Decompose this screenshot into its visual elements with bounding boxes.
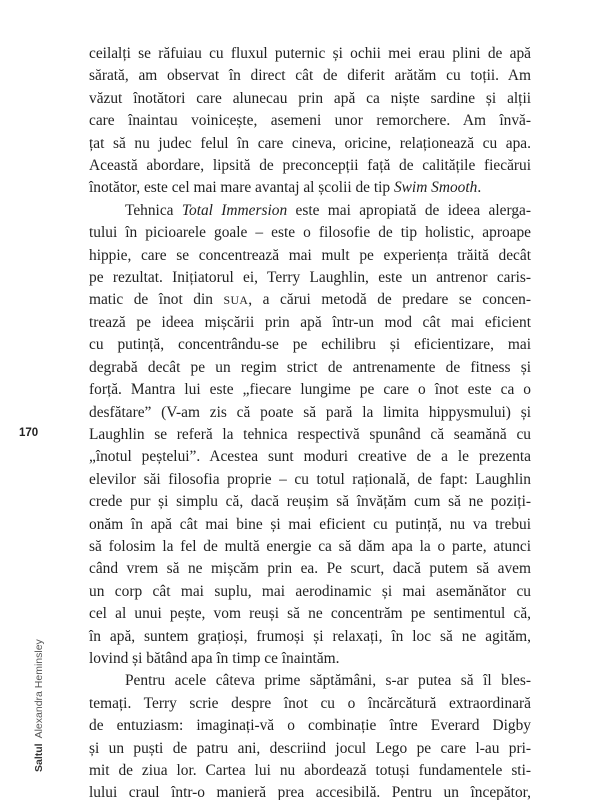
book-title: Saltul bbox=[33, 743, 45, 772]
text-line: care înaintau voinicește, asemeni unor remorchere. Am învă- bbox=[89, 112, 531, 130]
author-name: Alexandra Heminsley bbox=[33, 639, 45, 739]
text-line bbox=[89, 289, 531, 311]
text-line: desfătare” (V-am zis că poate să pară la limita hippysmului) și bbox=[89, 403, 531, 421]
text-line: cel al unui pește, vom reuși să ne concentrăm pe sentimentul că, bbox=[89, 605, 531, 623]
text-line: sărată, am observat în direct cât de diferit arătăm cu toții. Am bbox=[89, 67, 531, 85]
text-line: Laughlin se referă la tehnica respectivă spunând că seamănă cu bbox=[89, 425, 531, 443]
text-run: . bbox=[477, 179, 482, 197]
text-line: trează pe ideea mișcării prin apă într-un mod cât mai eficient bbox=[89, 313, 531, 331]
text-line: Această abordare, lipsită de preconcepții față de calitățile fiecărui bbox=[89, 157, 531, 175]
text-line: lovind și bătând apa în timp ce înaintăm. bbox=[89, 649, 340, 667]
small-caps-abbr: SUA bbox=[223, 293, 249, 308]
text-line: forță. Mantra lui este „fiecare lungime pe care o înot este ca o bbox=[89, 381, 531, 399]
text-line: țat să nu judec felul în care cineva, oricine, relaționează cu apa. bbox=[89, 134, 531, 152]
text-line: degrabă decât pe un regim strict de antrenamente de fitness și bbox=[89, 358, 531, 376]
text-run: matic de înot din bbox=[89, 291, 224, 309]
text-run: înotător, este cel mai mare avantaj al școlii de tip bbox=[89, 179, 394, 197]
text-line: cu putință, concentrându-se pe echilibru și eficientizare, mai bbox=[89, 336, 531, 354]
italic-term: Swim Smooth bbox=[393, 179, 478, 197]
text-line: mit de ziua lor. Cartea lui nu abordează totuși fundamentele sti- bbox=[89, 762, 531, 779]
italic-term: Total Immersion bbox=[181, 201, 288, 219]
text-run: Tehnica bbox=[125, 201, 182, 219]
text-line bbox=[89, 177, 531, 199]
text-line bbox=[89, 200, 531, 222]
text-run: , a cărui metodă de predare se concen- bbox=[248, 291, 531, 309]
text-line: hippie, care se concentrează mai mult pe experiența trăită decât bbox=[89, 246, 531, 264]
text-line: lului craul într-o manieră prea accesibilă. Pentru un începător, bbox=[89, 784, 531, 800]
text-line: tului în picioarele goale – este o filosofie de tip holistic, aproape bbox=[89, 224, 531, 242]
text-line: onăm în apă cât mai bine și mai eficient cu putință, nu va trebui bbox=[89, 515, 531, 533]
text-line: pe rezultat. Inițiatorul ei, Terry Laughlin, este un antrenor caris- bbox=[89, 269, 531, 287]
text-line: crede pur și simplu că, dacă reușim să învățăm cum să ne poziți- bbox=[89, 493, 531, 511]
text-line: „înotul peștelui”. Acestea sunt moduri creative de a le prezenta bbox=[89, 448, 531, 466]
text-line: văzut înotători care alunecau prin apă ca niște sardine și alții bbox=[89, 89, 531, 107]
text-line: să folosim la fel de multă energie ca să dăm apa la o parte, atunci bbox=[89, 537, 531, 555]
text-line: și un puști de patru ani, descriind jocul Lego pe care l-au pri- bbox=[89, 739, 531, 757]
text-run: este mai apropiată de ideea alerga- bbox=[287, 201, 531, 219]
running-head bbox=[33, 639, 45, 772]
text-line: temați. Terry scrie despre înot cu o încărcătură extraordinară bbox=[89, 694, 531, 712]
body-text bbox=[89, 43, 531, 800]
text-line: de entuziasm: imaginați-vă o combinație între Everard Digby bbox=[89, 717, 531, 735]
text-line: în apă, suntem grațioși, frumoși și relaxați, în loc să ne agităm, bbox=[89, 627, 531, 645]
text-line: un corp cât mai suplu, mai aerodinamic și mai asemănător cu bbox=[89, 582, 531, 600]
text-line: ceilalți se răfuiau cu fluxul puternic și ochii mei erau plini de apă bbox=[89, 45, 531, 62]
text-line: când vrem să ne mișcăm prin ea. Pe scurt, dacă putem să avem bbox=[89, 560, 531, 578]
text-line: Pentru acele câteva prime săptămâni, s-ar putea să îl bles- bbox=[125, 672, 531, 690]
text-line: elevilor săi filosofia proprie – cu totul rațională, de fapt: Laughlin bbox=[89, 470, 531, 488]
page-number: 170 bbox=[19, 427, 39, 439]
